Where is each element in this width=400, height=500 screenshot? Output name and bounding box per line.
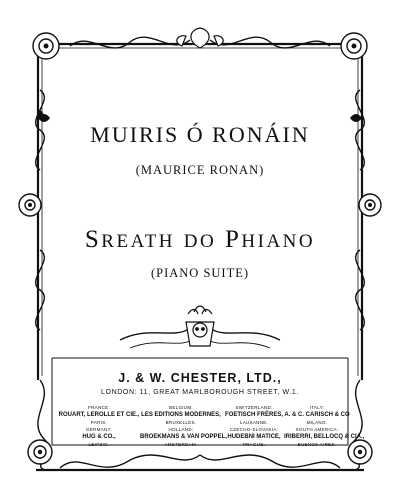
publisher-address: LONDON: 11, GREAT MARLBOROUGH STREET, W.1. (101, 389, 299, 396)
work-subtitle: (PIANO SUITE) (150, 266, 250, 280)
title-initial-p: P (224, 226, 242, 253)
agent-switzerland: SWITZERLAND: FOETISCH FRÈRES, LAUSANNE. (224, 405, 283, 425)
agent-italy: ITALY: A. & C. CARISCH & CO MILANO. (284, 405, 350, 425)
agent-south-america: SOUTH AMERICA: IRIBERRI, BELLOCQ & CIA., BUENOS AIRES. (284, 427, 365, 447)
title-initial-s: S (84, 226, 102, 253)
composer-name-irish: MUIRIS Ó RONÁIN (90, 122, 310, 147)
agent-czechoslovakia: CZECHO-SLOVAKIA: HUDEBNI MATICE, PRAGUE. (227, 427, 281, 447)
composer-name-english: (MAURICE RONAN) (135, 163, 265, 177)
work-title (0, 226, 400, 254)
title-word-reath: REATH (101, 231, 176, 252)
title-word-hiano: HIANO (241, 231, 316, 252)
agent-germany: GERMANY: HUG & CO., LEIPZIG. (82, 427, 116, 447)
publisher-name: J. & W. CHESTER, LTD., (118, 371, 282, 385)
agent-holland: HOLLAND: BROEKMANS & VAN POPPEL, AMSTERDAM. (140, 427, 227, 447)
agent-belgium: BELGIUM: LES EDITIONS MODERNES, BRUXELLES. (141, 405, 221, 425)
agent-france: FRANCE: ROUART, LEROLLE ET CIE., PARIS. (58, 405, 140, 425)
title-word-do: DO (183, 231, 217, 252)
